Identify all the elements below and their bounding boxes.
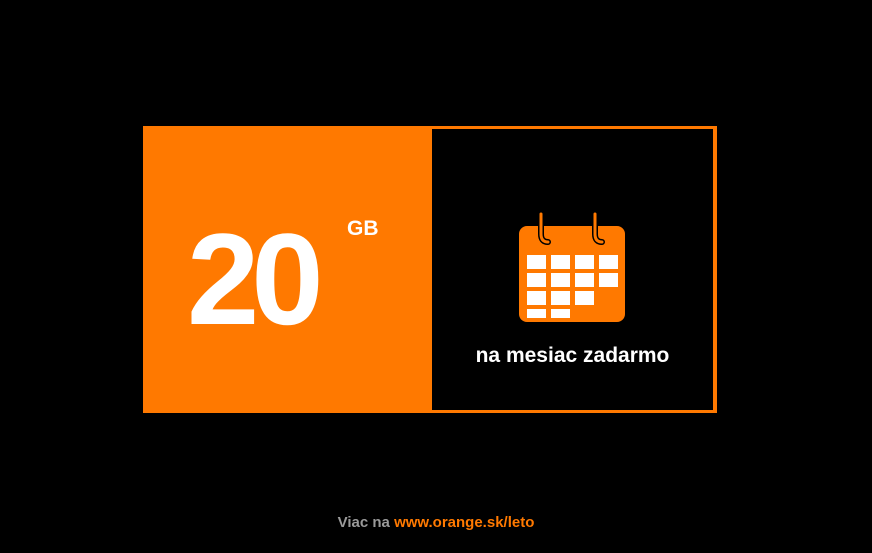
free-month-label: na mesiac zadarmo (475, 344, 670, 367)
data-allowance-panel (143, 126, 432, 413)
footer-url-link[interactable]: www.orange.sk/leto (394, 514, 535, 531)
free-month-panel (432, 129, 713, 410)
calendar-icon (515, 212, 629, 326)
data-amount: 20 (187, 206, 316, 352)
data-unit: GB (347, 217, 379, 240)
footer-note (0, 514, 872, 532)
offer-banner (143, 126, 717, 413)
footer-prefix: Viac na (337, 514, 390, 531)
